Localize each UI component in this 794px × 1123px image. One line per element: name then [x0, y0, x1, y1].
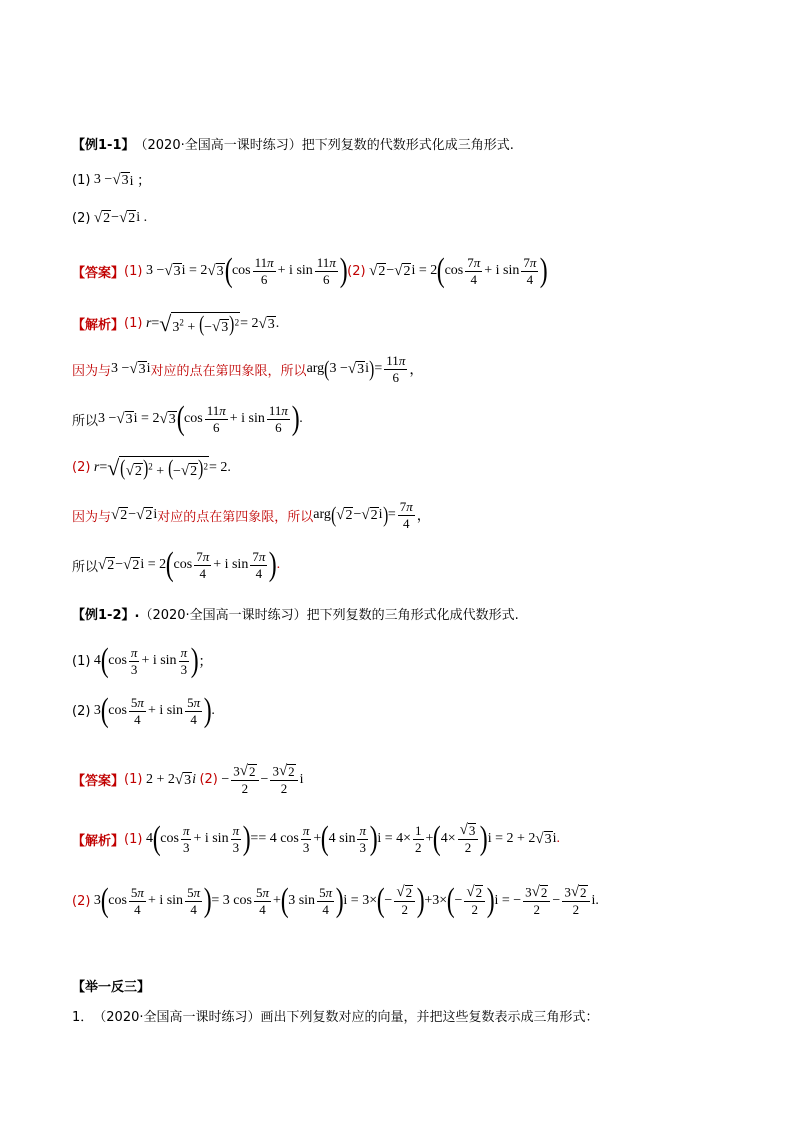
example-1-2-heading — [72, 604, 734, 623]
part-label: (1) — [72, 172, 91, 188]
solution-2-r — [72, 456, 734, 479]
expr: 3 − √ 3 i — [111, 361, 151, 378]
expr: r = √ ( √ 2 )$^2$ + (− √ 2 )$^2$ = 2. — [93, 455, 231, 481]
part-label: (1) — [72, 653, 91, 669]
example-label: 【例1-1】 — [72, 138, 135, 153]
expr: 3 ( cos $\frac{5\pi}{4}$ + i sin $\frac{5\pi}{4}$ ) = 3 cos $\frac{5\pi}{4}$ + ( 3 sin $\frac{5\pi}{4}$ ) i = 3× ( − √ 2 2 ) +3× ( − √ 2 2 ) i = − 3 √ 2 2 − 3 √ 2 2 i. — [90, 882, 599, 919]
expr: 3 − √ 3 i = 2 √ 3 ( cos $\frac{11\pi}{6}$ + i sin $\frac{11\pi}{6}$ ) — [142, 252, 348, 289]
answer-label: 【答案】 — [72, 265, 125, 281]
ex2-answer — [72, 764, 734, 796]
solution-label: 【解析】 — [72, 833, 125, 849]
solution-1-r — [72, 312, 734, 335]
expr: 3 − √ 3 i = 2 √ 3 ( cos $\frac{11\pi}{6}$ + i sin $\frac{11\pi}{6}$ ) . — [98, 400, 303, 437]
part-label: (2) — [72, 703, 91, 719]
text: 因为与 — [72, 509, 112, 525]
expr: 4 ( cos $\frac{\pi}{3}$ + i sin $\frac{\pi}{3}$ ) ； — [90, 642, 213, 679]
answer-label: 【答案】 — [72, 774, 125, 790]
expr: r = √ $3^2$ + (− √ 3 )$^2$ = 2 √ 3 . — [145, 311, 280, 337]
expr: arg ( 3 − √ 3 i ) = $\frac{11\pi}{6}$ ， — [306, 353, 424, 385]
question-number: 1． — [72, 1010, 94, 1025]
expr: arg ( √ 2 − √ 2 i ) = $\frac{7\pi}{4}$ ， — [313, 499, 431, 531]
part-label: (1) — [124, 831, 143, 847]
expr: 3 ( cos $\frac{5\pi}{4}$ + i sin $\frac{5\pi}{4}$ ) . — [90, 692, 215, 729]
part-label: (2) — [199, 772, 218, 788]
ex2-solution-1 — [72, 822, 734, 856]
text: 对应的点在第四象限，所以 — [150, 363, 307, 379]
ex2-problem-1 — [72, 644, 734, 678]
text: 因为与 — [72, 363, 112, 379]
question-task: 画出下列复数对应的向量，并把这些复数表示成三角形式： — [260, 1010, 599, 1025]
section-title: 【举一反三】 — [72, 980, 151, 995]
example-source: （2020·全国高一课时练习） — [134, 138, 302, 153]
part-label: (2) — [347, 263, 366, 279]
solution-2-reason — [72, 500, 734, 530]
question-source: （2020·全国高一课时练习） — [93, 1010, 261, 1025]
problem-1 — [72, 170, 734, 190]
ex2-solution-2 — [72, 884, 734, 918]
expr: √ 2 − √ 2 i = 2 ( cos $\frac{7\pi}{4}$ + i sin $\frac{7\pi}{4}$ ) — [369, 252, 549, 289]
expr: 2 + 2 √ 3 i — [142, 771, 196, 789]
example-source: （2020·全国高一课时练习） — [139, 608, 307, 623]
expr: √ 2 − √ 2 i — [111, 507, 158, 524]
answer-1 — [72, 254, 734, 288]
dot: . — [134, 606, 140, 621]
question-1 — [72, 1006, 734, 1025]
expr: √ 2 − √ 2 i . — [93, 210, 148, 227]
section-heading — [72, 976, 734, 995]
example-task: 把下列复数的三角形式化成代数形式. — [306, 608, 519, 623]
expr: 4 ( cos $\frac{\pi}{3}$ + i sin $\frac{\pi}{3}$ ) == 4 cos $\frac{\pi}{3}$ + ( 4 sin $\frac{\pi}{3}$ ) i = 4× $\frac{1}{2}$ + ( 4× √ 3 2 ) i = 2 + 2 √ 3 i . — [142, 820, 561, 857]
example-label: 【例1-2】 — [72, 608, 135, 623]
ex2-problem-2 — [72, 694, 734, 728]
part-label: (2) — [72, 210, 91, 226]
part-label: (1) — [124, 772, 143, 788]
text: 所以 — [72, 559, 99, 575]
expr: 3 − √ 3 i ； — [90, 172, 151, 189]
example-task: 把下列复数的代数形式化成三角形式. — [301, 138, 514, 153]
solution-2-result — [72, 548, 734, 582]
text: 对应的点在第四象限，所以 — [157, 509, 314, 525]
part-label: (1) — [124, 263, 143, 279]
text: 所以 — [72, 413, 99, 429]
problem-2 — [72, 210, 734, 226]
solution-1-reason — [72, 354, 734, 384]
solution-1-result — [72, 402, 734, 436]
example-1-1-heading — [72, 134, 734, 153]
expr: − 3 √ 2 2 − 3 √ 2 2 i — [217, 763, 304, 797]
part-label: (1) — [124, 316, 143, 332]
part-label: (2) — [72, 460, 91, 476]
expr: √ 2 − √ 2 i = 2 ( cos $\frac{7\pi}{4}$ + i sin $\frac{7\pi}{4}$ ) . — [98, 546, 281, 583]
part-label: (2) — [72, 893, 91, 909]
solution-label: 【解析】 — [72, 318, 125, 334]
